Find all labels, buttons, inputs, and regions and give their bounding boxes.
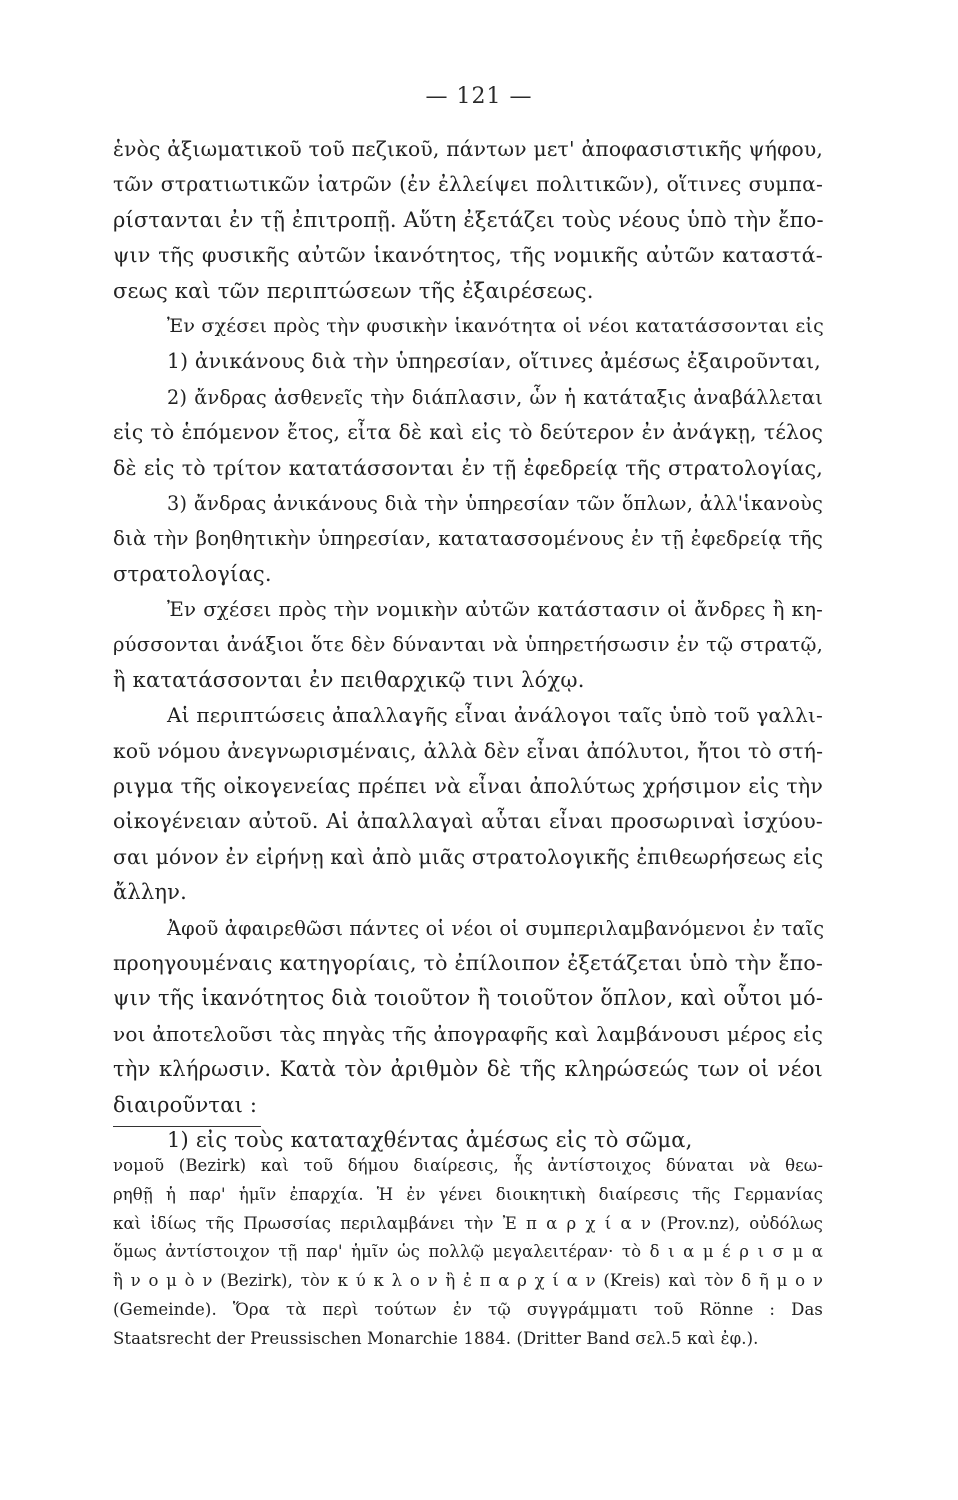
- footnote-line: ρηθῇ ἡ παρ' ἡμῖν ἐπαρχία. Ἡ ἐν γένει διοικητικὴ διαίρεσις τῆς Γερμανίας: [113, 1184, 823, 1204]
- text-line: 1) εἰς τοὺς καταταχθέντας ἀμέσως εἰς τὸ σῶμα,: [167, 1127, 693, 1152]
- text-line: διαιροῦνται :: [113, 1092, 258, 1117]
- footnote: [113, 1152, 823, 1354]
- text-line: εἰς τὸ ἑπόμενον ἔτος, εἶτα δὲ καὶ εἰς τὸ δεύτερον ἐν ἀνάγκῃ, τέλος: [113, 420, 823, 445]
- text-line: δὲ εἰς τὸ τρίτον κατατάσσονται ἐν τῇ ἐφεδρείᾳ τῆς στρατολογίας,: [113, 455, 823, 480]
- text-line: κοῦ νόμου ἀνεγνωρισμέναις, ἀλλὰ δὲν εἶναι ἀπόλυτοι, ἤτοι τὸ στή-: [113, 738, 824, 763]
- text-line: νοι ἀποτελοῦσι τὰς πηγὰς τῆς ἀπογραφῆς καὶ λαμβάνουσι μέρος εἰς: [113, 1021, 823, 1046]
- text-line: τὴν κλήρωσιν. Κατὰ τὸν ἀριθμὸν δὲ τῆς κληρώσεώς των οἱ νέοι: [113, 1057, 823, 1082]
- text-line: διὰ τὴν βοηθητικὴν ὑπηρεσίαν, κατατασσομένους ἐν τῇ ἐφεδρείᾳ τῆς: [113, 527, 823, 551]
- text-line: Ἐν σχέσει πρὸς τὴν νομικὴν αὐτῶν κατάστασιν οἱ ἄνδρες ἢ κη-: [167, 598, 823, 622]
- text-line: ἑνὸς ἀξιωματικοῦ τοῦ πεζικοῦ, πάντων μετ' ἀποφασιστικῆς ψήφου,: [113, 137, 823, 161]
- text-line: ψιν τῆς φυσικῆς αὐτῶν ἱκανότητος, τῆς νομικῆς αὐτῶν καταστά-: [113, 243, 823, 268]
- footnote-line: ὅμως ἀντίστοιχον τῇ παρ' ἡμῖν ὡς πολλῷ μεγαλειτέραν· τὸ δ ι α μ έ ρ ι σ μ α: [113, 1242, 823, 1262]
- text-line: 3) ἄνδρας ἀνικάνους διὰ τὴν ὑπηρεσίαν τῶν ὅπλων, ἀλλ'ἱκανοὺς: [167, 491, 823, 515]
- text-line: ριγμα τῆς οἰκογενείας πρέπει νὰ εἶναι ἀπολύτως χρήσιμον εἰς τὴν: [113, 774, 823, 799]
- footnote-line: ἢ ν ο μ ὸ ν (Bezirk), τὸν κ ύ κ λ ο ν ἢ ἐ π α ρ χ ί α ν (Kreis) καὶ τὸν δ ῆ μ ο ν: [113, 1271, 823, 1291]
- body-text: [113, 132, 823, 1158]
- text-line: ρίστανται ἐν τῇ ἐπιτροπῇ. Αὕτη ἐξετάζει τοὺς νέους ὑπὸ τὴν ἔπο-: [113, 207, 824, 232]
- footnote-line: Staatsrecht der Preussischen Monarchie 1884. (Dritter Band σελ.5 καὶ ἐφ.).: [113, 1328, 759, 1348]
- text-line: σαι μόνον ἐν εἰρήνῃ καὶ ἀπὸ μιᾶς στρατολογικῆς ἐπιθεωρήσεως εἰς: [113, 844, 824, 869]
- footnote-divider: [113, 1126, 261, 1127]
- text-line: προηγουμέναις κατηγορίαις, τὸ ἐπίλοιπον ἐξετάζεται ὑπὸ τὴν ἔπο-: [113, 950, 823, 975]
- text-line: σεως καὶ τῶν περιπτώσεων τῆς ἐξαιρέσεως.: [113, 278, 594, 303]
- text-line: οἰκογένειαν αὐτοῦ. Αἱ ἀπαλλαγαὶ αὗται εἶναι προσωριναὶ ἰσχύου-: [113, 809, 823, 834]
- text-line: τῶν στρατιωτικῶν ἰατρῶν (ἐν ἐλλείψει πολιτικῶν), οἵτινες συμπα-: [113, 172, 823, 197]
- page-number: — 121 —: [425, 84, 533, 109]
- text-line: 1) ἀνικάνους διὰ τὴν ὑπηρεσίαν, οἵτινες ἀμέσως ἐξαιροῦνται,: [167, 349, 821, 374]
- text-line: στρατολογίας.: [113, 561, 272, 586]
- text-line: Αἱ περιπτώσεις ἀπαλλαγῆς εἶναι ἀνάλογοι ταῖς ὑπὸ τοῦ γαλλι-: [167, 703, 823, 728]
- text-line: ἄλλην.: [113, 880, 188, 905]
- text-line: ψιν τῆς ἱκανότητος διὰ τοιοῦτον ἢ τοιοῦτον ὅπλον, καὶ οὗτοι μό-: [113, 986, 824, 1011]
- text-line: Ἀφοῦ ἀφαιρεθῶσι πάντες οἱ νέοι οἱ συμπεριλαμβανόμενοι ἐν ταῖς: [167, 916, 825, 940]
- text-line: 2) ἄνδρας ἀσθενεῖς τὴν διάπλασιν, ὧν ἡ κατάταξις ἀναβάλλεται: [167, 385, 823, 409]
- text-line: ἢ κατατάσσονται ἐν πειθαρχικῷ τινι λόχῳ.: [113, 667, 585, 692]
- text-line: Ἐν σχέσει πρὸς τὴν φυσικὴν ἱκανότητα οἱ νέοι κατατάσσονται εἰς: [167, 314, 824, 337]
- footnote-line: καὶ ἰδίως τῆς Πρωσσίας περιλαμβάνει τὴν Ἐ π α ρ χ ί α ν (Prov.nz), οὐδόλως: [113, 1213, 823, 1233]
- text-line: ρύσσονται ἀνάξιοι ὅτε δὲν δύνανται νὰ ὑπηρετήσωσιν ἐν τῷ στρατῷ,: [113, 633, 823, 657]
- footnote-line: νομοῦ (Bezirk) καὶ τοῦ δήμου διαίρεσις, ἧς ἀντίστοιχος δύναται νὰ θεω-: [113, 1156, 823, 1175]
- footnote-line: (Gemeinde). Ὅρα τὰ περὶ τούτων ἐν τῷ συγγράμματι τοῦ Rönne : Das: [113, 1299, 823, 1319]
